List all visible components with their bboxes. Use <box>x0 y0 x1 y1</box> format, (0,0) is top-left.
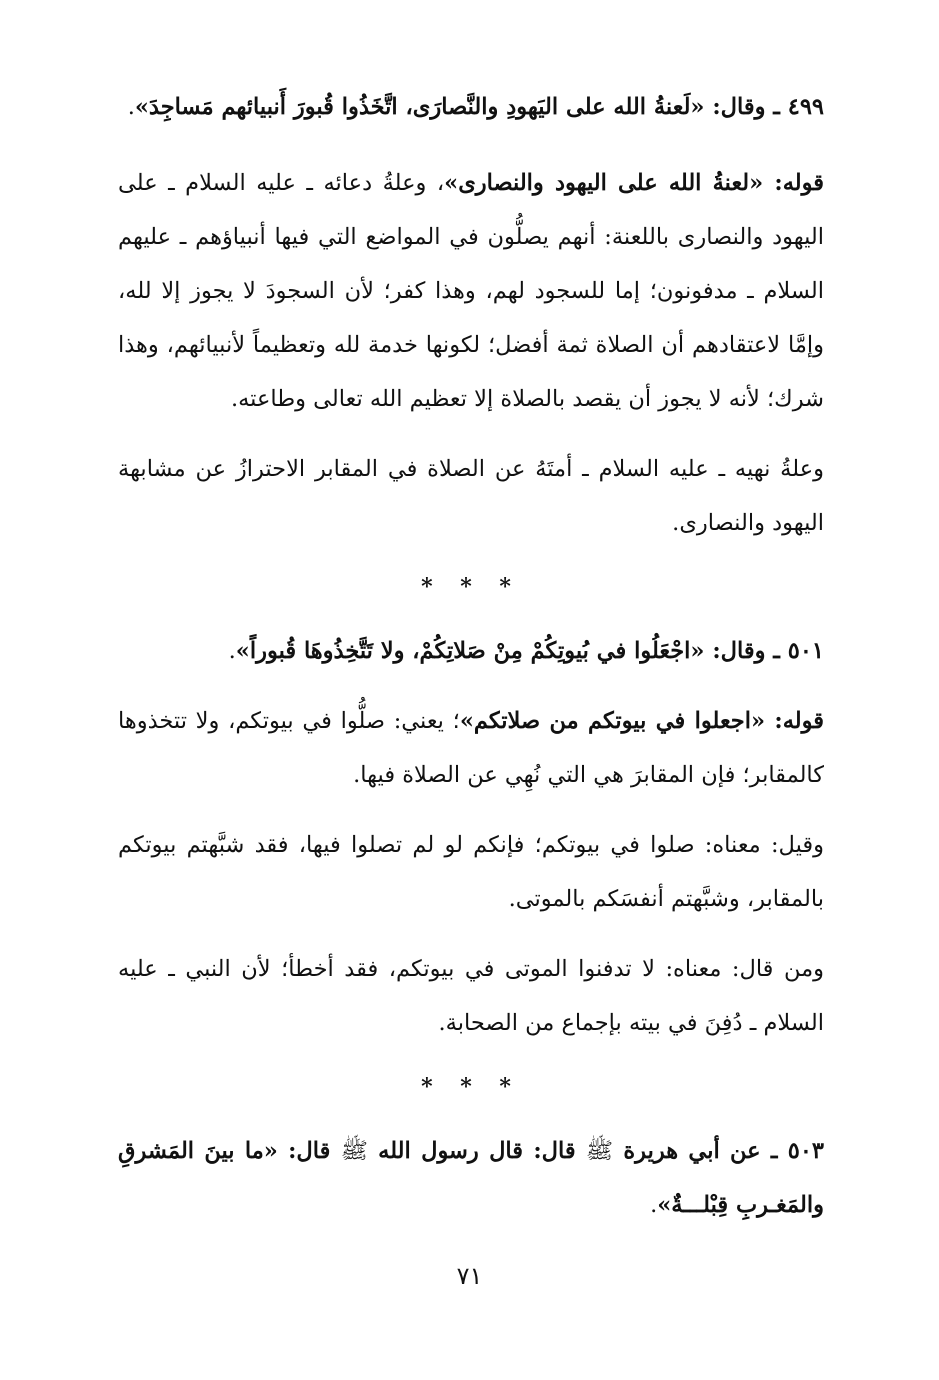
honorific-glyph: ﷺ <box>585 1138 614 1164</box>
hadith-intro: ـ عن أبي هريرة <box>613 1138 788 1164</box>
hadith-end: . <box>127 94 135 120</box>
commentary-lead: قوله: <box>765 708 825 734</box>
page-body <box>118 80 824 1232</box>
hadith-503 <box>118 1124 824 1232</box>
hadith-text: «اجْعَلُوا في بُيوتِكُمْ مِنْ صَلاتِكُمْ، ولا تَتَّخِذُوهَا قُبوراً» <box>235 638 705 664</box>
commentary-lead: قوله: <box>763 170 824 196</box>
hadith-end: . <box>650 1192 658 1218</box>
commentary-quote: «لعنةُ الله على اليهود والنصارى» <box>444 170 764 196</box>
hadith-end: . <box>228 638 236 664</box>
hadith-number: ٥٠١ <box>787 638 824 664</box>
section-separator: * * * <box>421 1074 521 1100</box>
hadith-middle: قال: قال رسول الله <box>367 1138 586 1164</box>
hadith-number: ٤٩٩ <box>787 94 824 120</box>
commentary-text: ؛ يعني: صلُّوا في بيوتكم، ولا تتخذوها كالمقابر؛ فإن المقابرَ هي التي نُهِي عن الصلاة فيها. <box>118 708 824 788</box>
page-number: ٧١ <box>456 1262 483 1290</box>
section-separator: * * * <box>421 574 521 600</box>
hadith-text: «ما بينَ المَشرقِ والمَغـربِ قِبْلـــةٌ» <box>118 1138 824 1218</box>
commentary-quote: «اجعلوا في بيوتكم من صلاتكم» <box>459 708 766 734</box>
hadith-499 <box>118 80 824 134</box>
commentary-text: ، وعلةُ دعائه ـ عليه السلام ـ على اليهود والنصارى باللعنة: أنهم يصلُّون في المواضع التي فيها أنبياؤهم ـ عليهم السلام ـ مدفونون؛ إما للسجود لهم، وهذا كفر؛ لأن السجودَ لا يجوز إلا لله، وإمَّا لاعتقادهم أن الصلاة ثمة أفضل؛ لكونها خدمة لله وتعظيماً لأنبيائهم، وهذا شرك؛ لأنه لا يجوز أن يقصد بالصلاة إلا تعظيم الله تعالى وطاعته. <box>118 170 824 412</box>
honorific-glyph: ﷺ <box>340 1138 368 1164</box>
commentary-paragraph <box>118 156 824 426</box>
hadith-intro: ـ وقال: <box>704 638 788 664</box>
hadith-text: «لَعنةُ الله على اليَهودِ والنَّصارَى، اتَّخَذُوا قُبورَ أَنبيائهم مَساجِدَ» <box>134 94 705 120</box>
commentary-paragraph <box>118 694 824 802</box>
hadith-intro: ـ وقال: <box>704 94 788 120</box>
hadith-said: قال: <box>277 1138 341 1164</box>
commentary-paragraph: ومن قال: معناه: لا تدفنوا الموتى في بيوتكم، فقد أخطأ؛ لأن النبي ـ عليه السلام ـ دُفِنَ في بيته بإجماع من الصحابة. <box>118 956 824 1036</box>
commentary-paragraph: وعلةُ نهيه ـ عليه السلام ـ أمتَهُ عن الصلاة في المقابر الاحترازُ عن مشابهة اليهود والنصارى. <box>118 456 824 536</box>
hadith-number: ٥٠٣ <box>787 1138 825 1164</box>
commentary-paragraph: وقيل: معناه: صلوا في بيوتكم؛ فإنكم لو لم تصلوا فيها، فقد شبَّهتم بيوتكم بالمقابر، وشبَّهتم أنفسَكم بالموتى. <box>118 832 824 912</box>
hadith-501 <box>118 624 824 678</box>
